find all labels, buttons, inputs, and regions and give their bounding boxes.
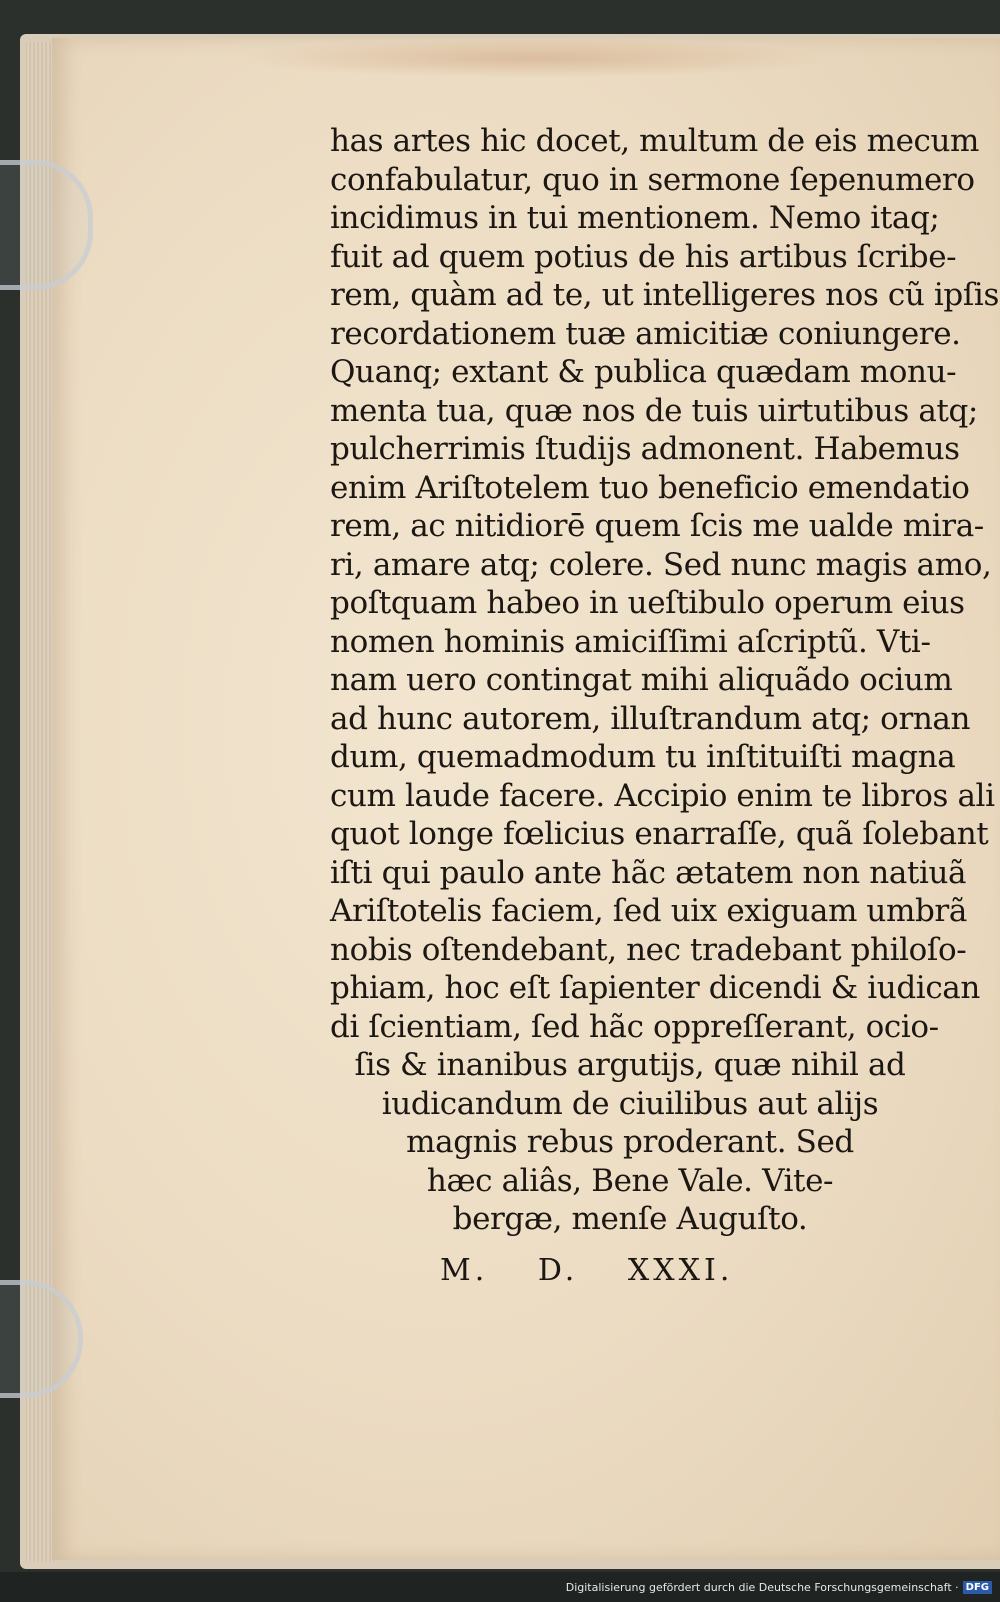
date-part: M. <box>440 1253 489 1288</box>
text-line: pulcherrimis ſtudijs admonent. Habemus <box>330 431 960 467</box>
date-part: D. <box>537 1253 579 1288</box>
closing-line: iudicandum de ciuilibus aut alijs <box>381 1085 879 1122</box>
text-line: nomen hominis amiciſſimi aſcriptũ. Vti- <box>330 623 931 660</box>
text-line: fuit ad quem potius de his artibus ſcribe- <box>330 238 957 275</box>
text-line: phiam, hoc eſt ſapienter dicendi & iudican <box>330 970 980 1006</box>
text-line: incidimus in tui mentionem. Nemo itaq; <box>330 200 940 236</box>
closing-line: ſis & inanibus argutijs, quæ nihil ad <box>354 1047 906 1083</box>
text-line: menta tua, quæ nos de tuis uirtutibus atq; <box>330 392 978 429</box>
text-line: cum laude facere. Accipio enim te libros ali <box>330 777 995 814</box>
text-line: quot longe fœlicius enarraſſe, quã ſolebant <box>330 816 989 852</box>
text-line: rem, quàm ad te, ut intelligeres nos cũ ipſis <box>330 277 999 313</box>
closing-line: hæc aliâs, Bene Vale. Vite- <box>426 1162 834 1199</box>
text-line: rem, ac nitidiorē quem ſcis me ualde mira- <box>330 508 984 544</box>
digitization-credit <box>566 1576 992 1598</box>
text-line: poſtquam habeo in ueſtibulo operum eius <box>330 585 965 621</box>
date-year <box>440 1253 800 1288</box>
text-line: nobis oſtendebant, nec tradebant philoſo- <box>330 931 967 968</box>
text-line: Ariſtotelis faciem, ſed uix exiguam umbrã <box>330 893 967 929</box>
date-part: XXXI. <box>627 1253 734 1288</box>
letter-closing <box>330 1046 930 1239</box>
text-line: confabulatur, quo in sermone ſepenumero <box>330 161 975 198</box>
text-line: nam uero contingat mihi aliquãdo ocium <box>330 662 953 698</box>
text-line: ri, amare atq; colere. Sed nunc magis amo, <box>330 546 992 583</box>
letter-text <box>330 122 999 1239</box>
text-line: dum, quemadmodum tu inſtituiſti magna <box>330 739 956 775</box>
closing-line: magnis rebus proderant. Sed <box>406 1124 854 1160</box>
text-line: iſti qui paulo ante hãc ætatem non natiuã <box>330 854 967 891</box>
text-line: has artes hic docet, multum de eis mecum <box>330 123 980 159</box>
text-line: recordationem tuæ amicitiæ coniungere. <box>330 315 961 352</box>
text-line: di ſcientiam, ſed hãc oppreſſerant, ocio- <box>330 1008 939 1045</box>
closing-line: bergæ, menſe Auguſto. <box>452 1201 808 1237</box>
text-line: Quanq; extant & publica quædam monu- <box>330 354 957 390</box>
dfg-logo: DFG <box>963 1581 992 1594</box>
text-line: enim Ariſtotelem tuo beneficio emendatio <box>330 469 970 506</box>
credit-text: Digitalisierung gefördert durch die Deutsche Forschungsgemeinschaft · <box>565 1580 959 1594</box>
text-line: ad hunc autorem, illuſtrandum atq; ornan <box>330 700 971 737</box>
